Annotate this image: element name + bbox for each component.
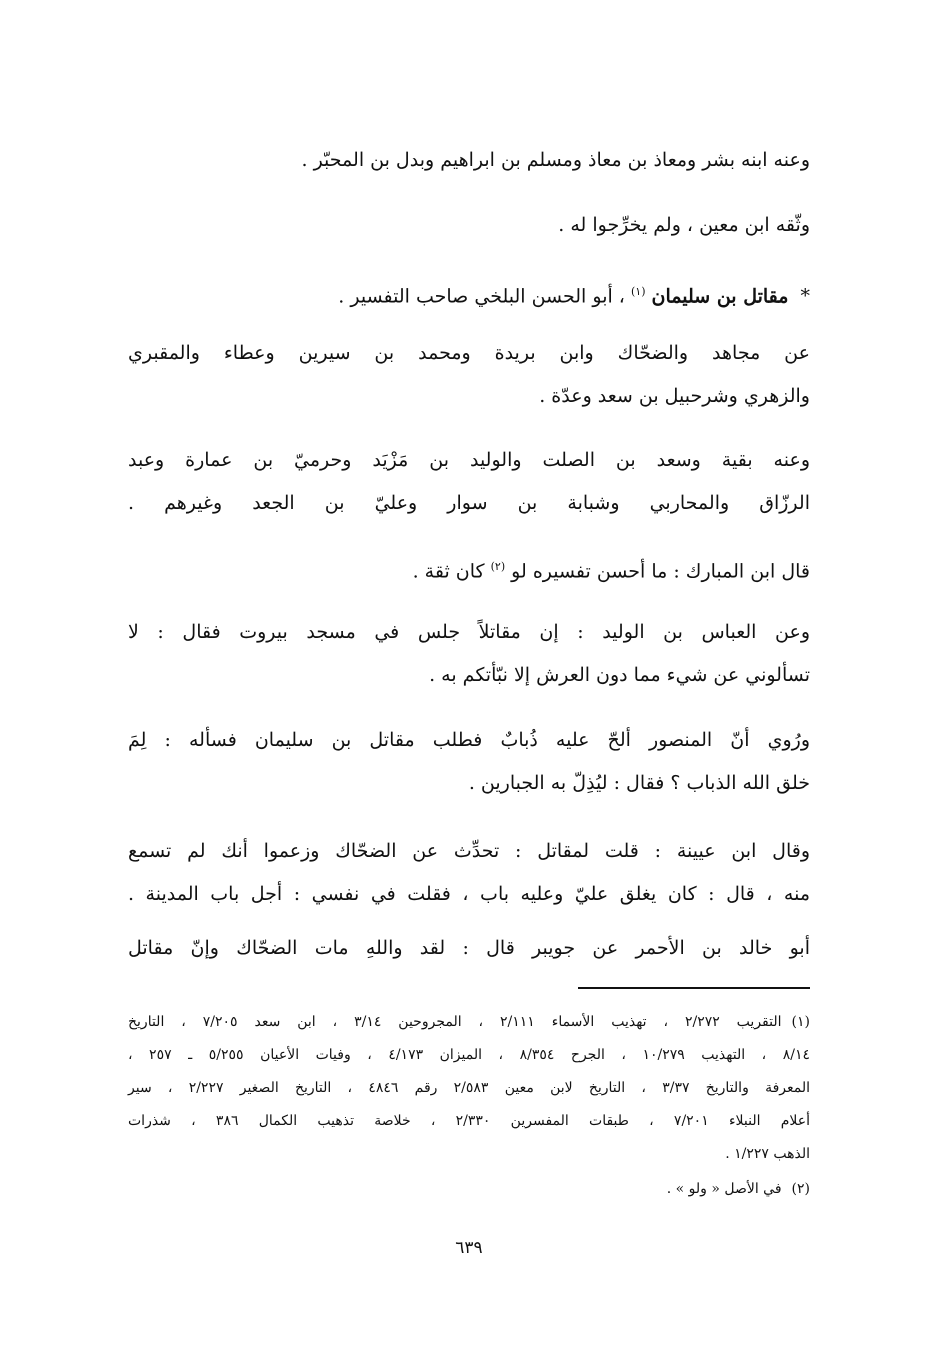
- text-line: أبو خالد بن الأحمر عن جويبر قال : لقد واللهِ مات الضحّاك وإنّ مقاتل: [128, 937, 810, 959]
- text-line: وقال ابن عيينة : قلت لمقاتل : تحدِّث عن الضحّاك وزعموا أنك لم تسمع: [128, 840, 810, 862]
- text-line: [413, 554, 810, 584]
- text-line: منه ، قال : كان يغلق عليّ وعليه باب ، فقلت في نفسي : أجل باب المدينة .: [128, 883, 810, 905]
- entry-marker: *: [800, 285, 810, 308]
- text-line: والزهري وشرحبيل بن سعد وعدّة .: [539, 385, 810, 407]
- quote-text-end: كان ثقة .: [412, 560, 485, 583]
- text-line: خلق الله الذباب ؟ فقال : ليُذِلّ به الجبارين .: [468, 772, 810, 794]
- footnote-ref: (٢): [490, 560, 506, 573]
- text-line: تسألوني عن شيء مما دون العرش إلا نبّأتكم به .: [429, 664, 810, 686]
- footnote-1-line: ٨/١٤ ، التهذيب ١٠/٢٧٩ ، الجرح ٨/٣٥٤ ، الميزان ٤/١٧٣ ، وفيات الأعيان ٥/٢٥٥ ـ ٢٥٧ ،: [128, 1047, 810, 1063]
- entry-name: مقاتل بن سليمان: [651, 285, 789, 308]
- footnote-separator: [578, 987, 810, 989]
- text-line: عن مجاهد والضحّاك وابن بريدة ومحمد بن سيرين وعطاء والمقبري: [128, 342, 810, 364]
- footnote-2: [667, 1179, 810, 1199]
- page-number: ٦٣٩: [455, 1238, 483, 1258]
- footnote-1-line: الذهب ١/٢٢٧ .: [725, 1146, 810, 1162]
- footnote-text: التقريب ٢/٢٧٢ ، تهذيب الأسماء ٢/١١١ ، المجروحين ٣/١٤ ، ابن سعد ٧/٢٠٥ ، التاريخ: [128, 1014, 782, 1030]
- footnote-1-line: أعلام النبلاء ٧/٢٠١ ، طبقات المفسرين ٢/٣٣٠ ، خلاصة تذهيب الكمال ٣٨٦ ، شذرات: [128, 1113, 811, 1129]
- footnote-number: (١): [791, 1014, 810, 1030]
- footnote-text: في الأصل « ولو » .: [666, 1181, 782, 1197]
- footnote-number: (٢): [791, 1181, 810, 1197]
- text-line: وعن العباس بن الوليد : إن مقاتلاً جلس في مسجد بيروت فقال : لا: [128, 621, 810, 643]
- footnote-ref: (١): [630, 285, 646, 298]
- text-line: ورُوي أنّ المنصور ألحّ عليه ذُبابٌ فطلب مقاتل بن سليمان فسأله : لِمَ: [128, 729, 810, 751]
- text-line: وعنه بقية وسعد بن الصلت والوليد بن مَزْيَد وحرميّ بن عمارة وعبد: [128, 449, 810, 471]
- entry-heading: [338, 279, 810, 309]
- text-line: وثّقه ابن معين ، ولم يخرِّجوا له .: [558, 214, 810, 236]
- text-line: وعنه ابنه بشر ومعاذ بن معاذ ومسلم بن ابراهيم وبدل بن المحبّر .: [301, 149, 810, 171]
- quote-text: قال ابن المبارك : ما أحسن تفسيره لو: [511, 560, 810, 583]
- entry-description: ، أبو الحسن البلخي صاحب التفسير .: [338, 285, 625, 308]
- footnote-1-line: المعرفة والتاريخ ٣/٣٧ ، التاريخ لابن معين ٢/٥٨٣ رقم ٤٨٤٦ ، التاريخ الصغير ٢/٢٢٧ ، سير: [128, 1080, 810, 1096]
- text-line: الرزّاق والمحاربي وشبابة بن سوار وعليّ بن الجعد وغيرهم .: [128, 492, 810, 514]
- footnote-1-line: [128, 1012, 810, 1032]
